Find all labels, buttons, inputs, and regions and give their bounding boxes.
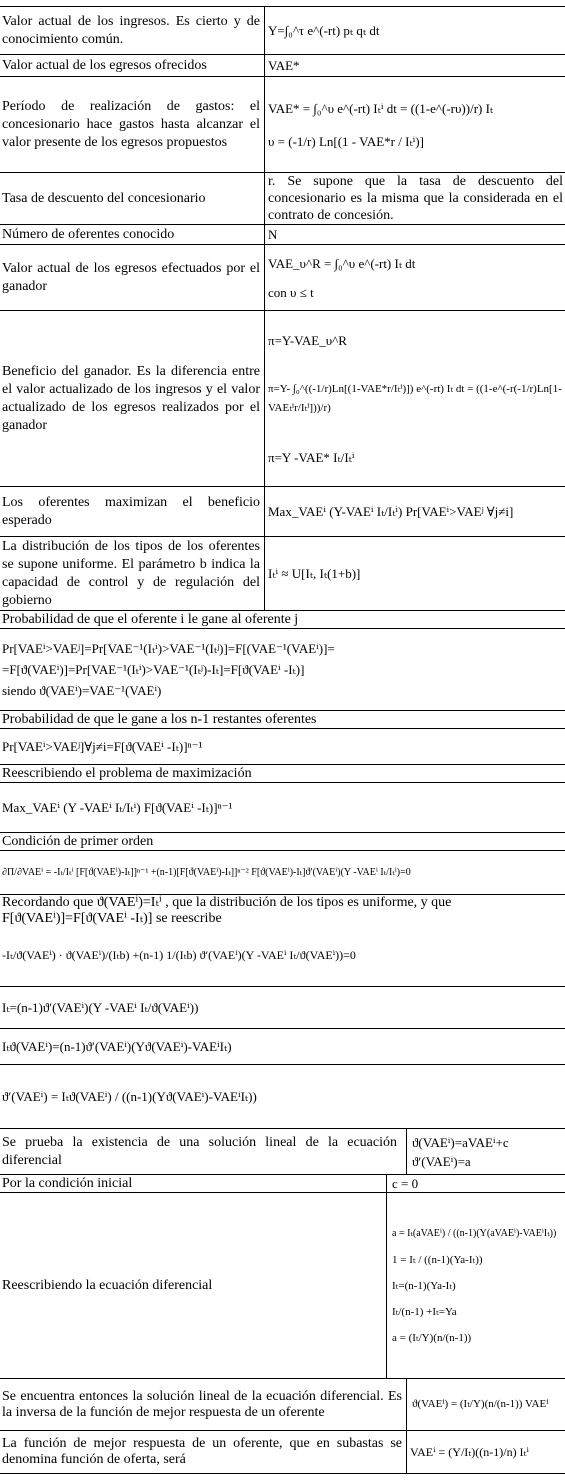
row-formula: VAE_υ^R = ∫₀^υ e^(-rt) Iₜ dt con υ ≤ t [268,255,416,300]
row-formula: VAEⁱ = (Y/Iₜ)((n-1)/n) Iₜⁱ [410,1444,529,1459]
row-ingresos [0,6,565,54]
row-description: Se prueba la existencia de una solución lineal de la ecuación diferencial [2,1134,397,1168]
section-eq-2: Iₜϑ(VAEⁱ)=(n-1)ϑ′(VAEⁱ)(Yϑ(VAEⁱ)-VAEⁱIₜ) [0,1028,565,1064]
row-description: La distribución de los tipos de los oferentes se supone uniforme. El parámetro b indica la capacidad de control y de regulación del gobierno [2,538,260,608]
row-reescribiendo-ecuacion [0,1192,565,1378]
section-prob-i-j: Pr[VAEⁱ>VAEʲ]=Pr[VAE⁻¹(Iₜⁱ)>VAE⁻¹(Iₜʲ)]=F[(VAE⁻¹(VAEⁱ)]= =F[ϑ(VAEⁱ)]=Pr[VAE⁻¹(Iₜⁱ)>VAE⁻¹(Iₜʲ)-Iₜ]=F[ϑ(VAEⁱ -Iₜ)] siendo ϑ(VAEⁱ)=VAE⁻¹(VAEⁱ) [0,628,565,710]
row-tasa-descuento [0,172,565,224]
row-description: Período de realización de gastos: el concesionario hace gastos hasta alcanzar el valor presente de los egresos propuestos [2,98,260,150]
row-description: Por la condición inicial [2,1175,133,1191]
row-distribucion-tipos [0,536,565,610]
column-divider [406,1128,407,1174]
column-divider [406,1378,407,1474]
row-formula: Max_VAEⁱ (Y-VAEⁱ Iₜ/Iₜⁱ) Pr[VAEⁱ>VAEʲ ∀j≠i] [268,504,514,519]
section-heading-primer-orden: Condición de primer orden [0,832,565,850]
row-formula: ϑ(VAEⁱ)=aVAEⁱ+c ϑ′(VAEⁱ)=a [412,1134,509,1169]
row-description: Reescribiendo la ecuación diferencial [2,1277,213,1293]
row-formula: VAE* [268,58,300,73]
row-formula: a = Iₜ(aVAEⁱ) / ((n-1)(Y(aVAEⁱ)-VAEⁱIₜ)) 1 = Iₜ / ((n-1)(Ya-Iₜ)) Iₜ=(n-1)(Ya-Iₜ) Iₜ/(n-1) +Iₜ=Ya a = (Iₜ/Y)(n/(n-1)) [392,1227,557,1344]
row-description: Tasa de descuento del concesionario [2,190,206,206]
row-funcion-oferta [0,1430,565,1474]
section-eq-1: Iₜ=(n-1)ϑ′(VAEⁱ)(Y -VAEⁱ Iₜ/ϑ(VAEⁱ)) [0,986,565,1028]
section-primer-orden: ∂Π/∂VAEⁱ = -Iₜ/Iₜⁱ [F[ϑ(VAEⁱ)-Iₜ]]ⁿ⁻¹ +(n-1)[F[ϑ(VAEⁱ)-Iₜ]]ⁿ⁻² F[ϑ(VAEⁱ)-Iₜ]ϑ′(VAEⁱ)(Y -VAEⁱ Iₜ/Iₜⁱ)=0 [0,850,565,894]
row-formula: N [268,227,278,242]
row-formula: c = 0 [392,1176,419,1191]
row-maximizan-beneficio [0,486,565,536]
section-recordando: Recordando que ϑ(VAEⁱ)=Iₜⁱ , que la distribución de los tipos es uniforme, y que F[ϑ(VAEⁱ)]=F[ϑ(VAEⁱ -Iₜ)] se reescribe -Iₜ/ϑ(VAEⁱ) · ϑ(VAEⁱ)/(Iₜb) +(n-1) 1/(Iₜb) ϑ′(VAEⁱ)(Y -VAEⁱ Iₜ/ϑ(VAEⁱ))=0 [0,894,565,986]
row-formula: Y=∫₀^τ e^(-rt) pₜ qₜ dt [268,23,380,38]
row-description: Valor actual de los egresos ofrecidos [2,57,207,73]
row-solucion-encontrada [0,1378,565,1430]
section-heading-prob-i-j: Probabilidad de que el oferente i le gane al oferente j [0,610,565,628]
row-description: Los oferentes maximizan el beneficio esperado [2,494,260,528]
row-egresos-efectuados [0,244,565,310]
row-description: La función de mejor respuesta de un oferente, que en subastas se denomina función de oferta, será [2,1436,402,1467]
section-prob-n-1: Pr[VAEⁱ>VAEʲ]∀j≠i=F[ϑ(VAEⁱ -Iₜ)]ⁿ⁻¹ [0,728,565,764]
row-periodo-gastos [0,76,565,172]
row-beneficio-ganador [0,310,565,486]
section-heading-reescribiendo: Reescribiendo el problema de maximización [0,764,565,782]
row-egresos-ofrecidos [0,54,565,76]
row-formula: π=Y-VAE_υ^R π=Y- ∫₀^((-1/r)Ln[(1-VAE*r/Iₜⁱ)]) e^(-rt) Iₜ dt = ((1-e^(-r(-1/r)Ln[1-VAEₜⁱr/Iₜⁱ]))/r) π=Y -VAE* Iₜ/Iₜⁱ [268,332,562,465]
section-reescribiendo: Max_VAEⁱ (Y -VAEⁱ Iₜ/Iₜⁱ) F[ϑ(VAEⁱ -Iₜ)]ⁿ⁻¹ [0,782,565,832]
row-description: Beneficio del ganador. Es la diferencia entre el valor actualizado de los ingresos y el valor actualizado de los egresos realizados por el ganador [2,363,260,433]
section-heading-prob-n-1: Probabilidad de que le gane a los n-1 restantes oferentes [0,710,565,728]
column-divider [386,1174,387,1378]
section-eq-3: ϑ′(VAEⁱ) = Iₜϑ(VAEⁱ) / ((n-1)(Yϑ(VAEⁱ)-VAEⁱIₜ)) [0,1064,565,1128]
row-formula: VAE* = ∫₀^υ e^(-rt) Iₜⁱ dt = ((1-e^(-rυ))/r) Iₜ υ = (-1/r) Ln[(1 - VAE*r / Iₜⁱ)] [268,100,494,149]
row-formula: r. Se supone que la tasa de descuento del concesionario es la misma que la considerada en el contrato de concesión. [268,174,563,223]
row-description: Valor actual de los ingresos. Es cierto y de conocimiento común. [2,13,260,47]
row-condicion-inicial [0,1174,565,1192]
row-formula: ϑ(VAEⁱ) = (Iₜ/Y)(n/(n-1)) VAEⁱ [412,1398,549,1410]
row-description: Se encuentra entonces la solución lineal de la ecuación diferencial. Es la inversa de la función de mejor respuesta de un oferente [2,1388,402,1420]
row-formula: Iₜⁱ ≈ U[Iₜ, Iₜ(1+b)] [268,566,361,581]
column-divider [264,6,265,610]
row-description: Valor actual de los egresos efectuados por el ganador [2,260,260,294]
row-solucion-lineal [0,1128,565,1174]
row-description: Número de oferentes conocido [2,226,175,242]
row-numero-oferentes [0,224,565,244]
